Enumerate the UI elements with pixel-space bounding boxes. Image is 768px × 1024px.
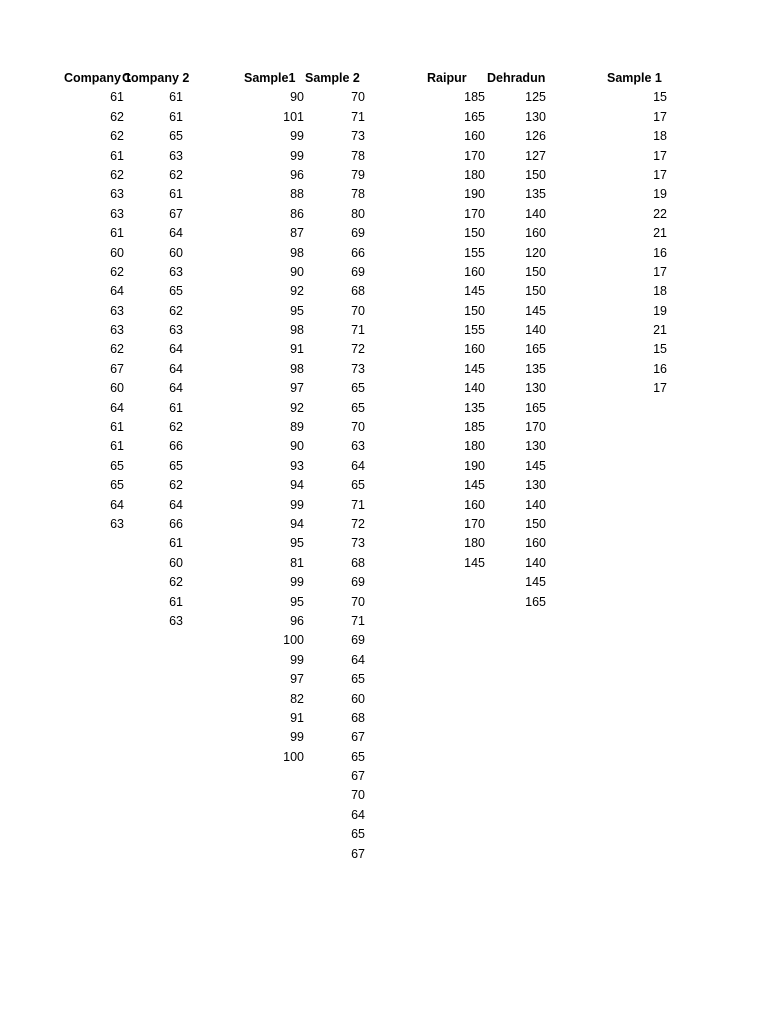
- cell-value: 165: [525, 594, 546, 609]
- cell-value: 180: [464, 439, 485, 454]
- cell-value: 89: [290, 420, 304, 435]
- cell-value: 72: [351, 516, 365, 531]
- cell-value: 19: [653, 187, 667, 202]
- cell-value: 94: [290, 516, 304, 531]
- cell-value: 155: [464, 323, 485, 338]
- cell-value: 145: [464, 555, 485, 570]
- cell-value: 65: [110, 478, 124, 493]
- column-company-1: [64, 69, 132, 534]
- cell-value: 21: [653, 226, 667, 241]
- cell-value: 127: [525, 148, 546, 163]
- cell-value: 145: [464, 284, 485, 299]
- cell-value: 63: [110, 303, 124, 318]
- cell-value: 99: [290, 497, 304, 512]
- cell-value: 64: [169, 381, 183, 396]
- column-company-2: [122, 69, 190, 631]
- cell-value: 90: [290, 90, 304, 105]
- cell-value: 69: [351, 633, 365, 648]
- cell-value: 63: [169, 323, 183, 338]
- cell-value: 170: [464, 148, 485, 163]
- cell-value: 150: [525, 284, 546, 299]
- cell-value: 72: [351, 342, 365, 357]
- cell-value: 64: [351, 458, 365, 473]
- cell-value: 69: [351, 226, 365, 241]
- cell-value: 65: [169, 284, 183, 299]
- cell-value: 60: [351, 691, 365, 706]
- cell-value: 91: [290, 710, 304, 725]
- cell-value: 101: [283, 109, 304, 124]
- cell-value: 165: [525, 342, 546, 357]
- cell-value: 65: [169, 129, 183, 144]
- cell-value: 126: [525, 129, 546, 144]
- cell-value: 73: [351, 536, 365, 551]
- cell-value: 71: [351, 613, 365, 628]
- column-header: Company 1: [64, 71, 132, 85]
- cell-value: 66: [351, 245, 365, 260]
- cell-value: 185: [464, 90, 485, 105]
- column-dehradun: [487, 69, 546, 612]
- cell-value: 64: [169, 497, 183, 512]
- cell-value: 165: [464, 109, 485, 124]
- column-header: Sample1: [244, 71, 296, 85]
- cell-value: 63: [110, 323, 124, 338]
- cell-value: 165: [525, 400, 546, 415]
- cell-value: 67: [169, 206, 183, 221]
- column-header: Sample 2: [305, 71, 360, 85]
- cell-value: 62: [169, 575, 183, 590]
- cell-value: 98: [290, 245, 304, 260]
- cell-value: 98: [290, 323, 304, 338]
- cell-value: 66: [169, 516, 183, 531]
- cell-value: 150: [525, 167, 546, 182]
- cell-value: 70: [351, 90, 365, 105]
- cell-value: 91: [290, 342, 304, 357]
- cell-value: 80: [351, 206, 365, 221]
- cell-value: 64: [351, 807, 365, 822]
- cell-value: 63: [110, 206, 124, 221]
- column-header: Raipur: [427, 71, 467, 85]
- cell-value: 65: [351, 749, 365, 764]
- cell-value: 145: [525, 575, 546, 590]
- cell-value: 150: [464, 226, 485, 241]
- cell-value: 160: [464, 264, 485, 279]
- cell-value: 18: [653, 284, 667, 299]
- cell-value: 61: [110, 90, 124, 105]
- cell-value: 97: [290, 672, 304, 687]
- cell-value: 73: [351, 129, 365, 144]
- column-sample-2: [305, 69, 365, 864]
- cell-value: 170: [525, 420, 546, 435]
- cell-value: 16: [653, 361, 667, 376]
- cell-value: 16: [653, 245, 667, 260]
- cell-value: 135: [525, 361, 546, 376]
- cell-value: 140: [464, 381, 485, 396]
- cell-value: 73: [351, 361, 365, 376]
- cell-value: 61: [169, 536, 183, 551]
- cell-value: 62: [169, 303, 183, 318]
- cell-value: 96: [290, 167, 304, 182]
- cell-value: 78: [351, 187, 365, 202]
- cell-value: 96: [290, 613, 304, 628]
- cell-value: 95: [290, 303, 304, 318]
- cell-value: 63: [169, 148, 183, 163]
- cell-value: 62: [110, 342, 124, 357]
- cell-value: 68: [351, 710, 365, 725]
- cell-value: 160: [464, 497, 485, 512]
- cell-value: 70: [351, 420, 365, 435]
- cell-value: 95: [290, 536, 304, 551]
- cell-value: 67: [110, 361, 124, 376]
- cell-value: 160: [464, 129, 485, 144]
- cell-value: 65: [351, 381, 365, 396]
- cell-value: 150: [525, 264, 546, 279]
- cell-value: 62: [110, 167, 124, 182]
- cell-value: 18: [653, 129, 667, 144]
- cell-value: 71: [351, 109, 365, 124]
- cell-value: 61: [169, 594, 183, 609]
- cell-value: 135: [525, 187, 546, 202]
- cell-value: 63: [110, 516, 124, 531]
- cell-value: 63: [169, 613, 183, 628]
- cell-value: 99: [290, 575, 304, 590]
- cell-value: 61: [169, 90, 183, 105]
- cell-value: 70: [351, 303, 365, 318]
- column-header: Sample 1: [607, 71, 662, 85]
- cell-value: 160: [525, 226, 546, 241]
- cell-value: 61: [169, 400, 183, 415]
- cell-value: 65: [351, 400, 365, 415]
- cell-value: 155: [464, 245, 485, 260]
- cell-value: 78: [351, 148, 365, 163]
- cell-value: 170: [464, 516, 485, 531]
- cell-value: 120: [525, 245, 546, 260]
- cell-value: 180: [464, 536, 485, 551]
- cell-value: 19: [653, 303, 667, 318]
- cell-value: 17: [653, 167, 667, 182]
- cell-value: 60: [110, 245, 124, 260]
- cell-value: 63: [351, 439, 365, 454]
- cell-value: 61: [110, 439, 124, 454]
- cell-value: 92: [290, 284, 304, 299]
- cell-value: 71: [351, 323, 365, 338]
- cell-value: 69: [351, 264, 365, 279]
- cell-value: 63: [169, 264, 183, 279]
- cell-value: 64: [110, 400, 124, 415]
- cell-value: 61: [169, 187, 183, 202]
- cell-value: 130: [525, 109, 546, 124]
- cell-value: 60: [169, 245, 183, 260]
- cell-value: 140: [525, 206, 546, 221]
- cell-value: 68: [351, 555, 365, 570]
- cell-value: 62: [169, 167, 183, 182]
- cell-value: 67: [351, 730, 365, 745]
- cell-value: 70: [351, 594, 365, 609]
- cell-value: 65: [110, 458, 124, 473]
- cell-value: 61: [110, 148, 124, 163]
- cell-value: 140: [525, 323, 546, 338]
- cell-value: 64: [169, 342, 183, 357]
- cell-value: 15: [653, 342, 667, 357]
- cell-value: 92: [290, 400, 304, 415]
- cell-value: 130: [525, 439, 546, 454]
- cell-value: 160: [464, 342, 485, 357]
- cell-value: 99: [290, 129, 304, 144]
- cell-value: 97: [290, 381, 304, 396]
- cell-value: 99: [290, 730, 304, 745]
- cell-value: 70: [351, 788, 365, 803]
- cell-value: 17: [653, 109, 667, 124]
- cell-value: 130: [525, 381, 546, 396]
- cell-value: 88: [290, 187, 304, 202]
- cell-value: 63: [110, 187, 124, 202]
- cell-value: 62: [110, 129, 124, 144]
- cell-value: 62: [169, 420, 183, 435]
- cell-value: 79: [351, 167, 365, 182]
- cell-value: 61: [110, 226, 124, 241]
- cell-value: 86: [290, 206, 304, 221]
- cell-value: 94: [290, 478, 304, 493]
- cell-value: 62: [110, 264, 124, 279]
- cell-value: 150: [464, 303, 485, 318]
- cell-value: 65: [169, 458, 183, 473]
- cell-value: 17: [653, 264, 667, 279]
- cell-value: 145: [464, 478, 485, 493]
- cell-value: 64: [110, 284, 124, 299]
- cell-value: 98: [290, 361, 304, 376]
- cell-value: 185: [464, 420, 485, 435]
- column-raipur: [427, 69, 485, 573]
- cell-value: 180: [464, 167, 485, 182]
- cell-value: 69: [351, 575, 365, 590]
- cell-value: 135: [464, 400, 485, 415]
- cell-value: 65: [351, 672, 365, 687]
- column-sample-1-b: [607, 69, 667, 399]
- cell-value: 62: [110, 109, 124, 124]
- column-header: Company 2: [122, 71, 190, 85]
- cell-value: 90: [290, 264, 304, 279]
- cell-value: 62: [169, 478, 183, 493]
- cell-value: 22: [653, 206, 667, 221]
- cell-value: 145: [464, 361, 485, 376]
- cell-value: 82: [290, 691, 304, 706]
- cell-value: 64: [351, 652, 365, 667]
- cell-value: 15: [653, 90, 667, 105]
- column-sample1: [244, 69, 304, 767]
- cell-value: 100: [283, 633, 304, 648]
- cell-value: 60: [110, 381, 124, 396]
- cell-value: 64: [169, 361, 183, 376]
- cell-value: 125: [525, 90, 546, 105]
- cell-value: 81: [290, 555, 304, 570]
- cell-value: 130: [525, 478, 546, 493]
- cell-value: 93: [290, 458, 304, 473]
- cell-value: 64: [169, 226, 183, 241]
- cell-value: 17: [653, 381, 667, 396]
- cell-value: 140: [525, 497, 546, 512]
- cell-value: 61: [169, 109, 183, 124]
- cell-value: 160: [525, 536, 546, 551]
- cell-value: 87: [290, 226, 304, 241]
- cell-value: 145: [525, 458, 546, 473]
- cell-value: 99: [290, 148, 304, 163]
- cell-value: 21: [653, 323, 667, 338]
- cell-value: 61: [110, 420, 124, 435]
- cell-value: 150: [525, 516, 546, 531]
- cell-value: 68: [351, 284, 365, 299]
- cell-value: 67: [351, 769, 365, 784]
- cell-value: 190: [464, 187, 485, 202]
- cell-value: 65: [351, 827, 365, 842]
- cell-value: 60: [169, 555, 183, 570]
- cell-value: 66: [169, 439, 183, 454]
- cell-value: 190: [464, 458, 485, 473]
- cell-value: 71: [351, 497, 365, 512]
- cell-value: 65: [351, 478, 365, 493]
- cell-value: 140: [525, 555, 546, 570]
- cell-value: 99: [290, 652, 304, 667]
- cell-value: 100: [283, 749, 304, 764]
- column-header: Dehradun: [487, 71, 546, 85]
- cell-value: 17: [653, 148, 667, 163]
- cell-value: 64: [110, 497, 124, 512]
- cell-value: 170: [464, 206, 485, 221]
- cell-value: 90: [290, 439, 304, 454]
- cell-value: 95: [290, 594, 304, 609]
- cell-value: 145: [525, 303, 546, 318]
- cell-value: 67: [351, 846, 365, 861]
